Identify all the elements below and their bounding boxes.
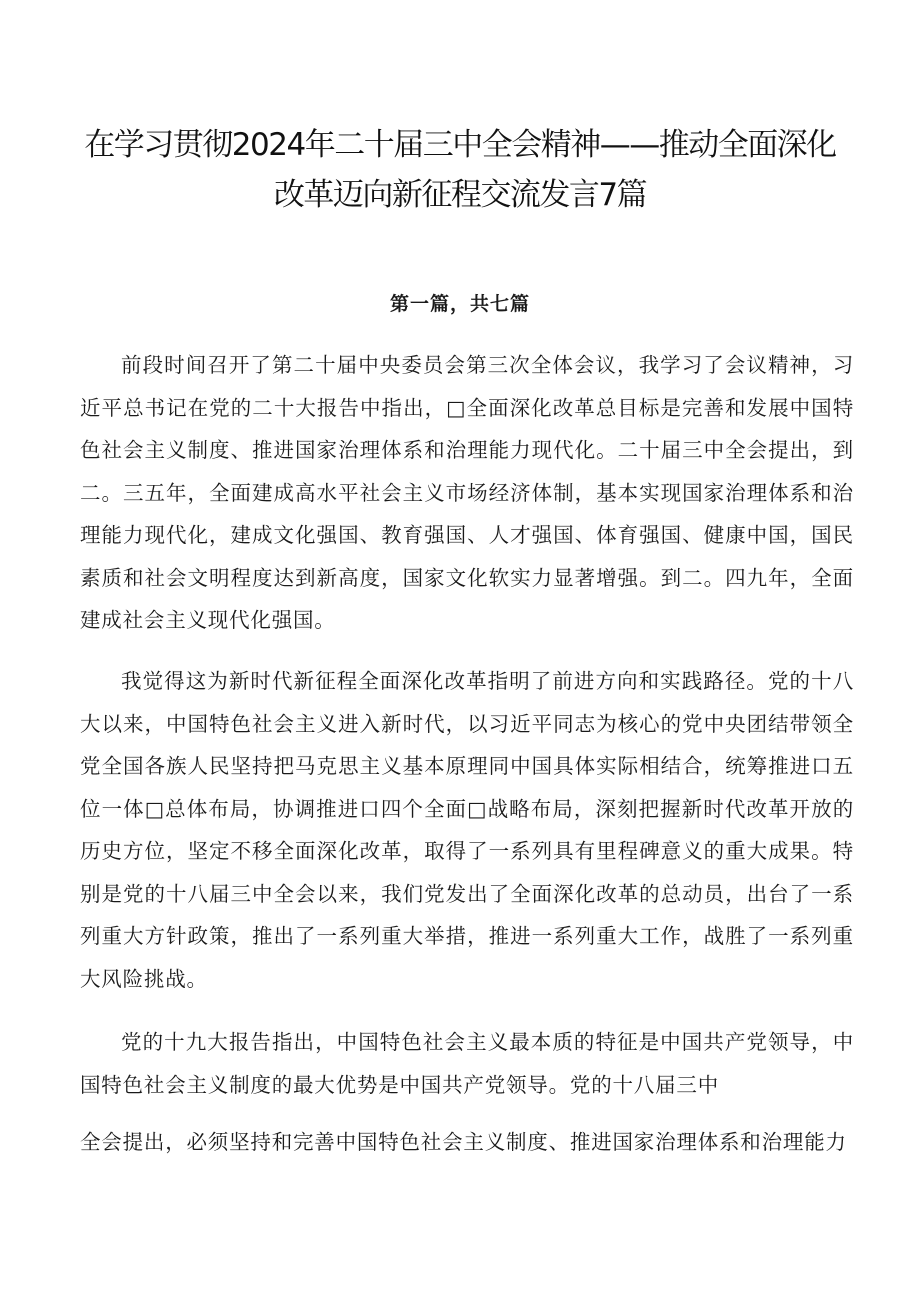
document-title: 在学习贯彻2024年二十届三中全会精神——推动全面深化改革迈向新征程交流发言7篇 (84, 127, 836, 213)
section-heading: 第一篇，共七篇 (389, 293, 530, 315)
paragraph-3: 党的十九大报告指出，中国特色社会主义最本质的特征是中国共产党领导，中国特色社会主义制度的最大优势是中国共产党领导。党的十八届三中 (80, 1030, 854, 1097)
paragraph-2: 我觉得这为新时代新征程全面深化改革指明了前进方向和实践路径。党的十八大以来，中国特色社会主义进入新时代，以习近平同志为核心的党中央团结带领全党全国各族人民坚持把马克思主义基本原理同中国具体实际相结合，统筹推进口五位一体□总体布局，协调推进口四个全面□战略布局，深刻把握新时代改革开放的历史方位，坚定不移全面深化改革，取得了一系列具有里程碑意义的重大成果。特别是党的十八届三中全会以来，我们党发出了全面深化改革的总动员，出台了一系列重大方针政策，推出了一系列重大举措，推进一系列重大工作，战胜了一系列重大风险挑战。 (80, 669, 854, 991)
paragraph-1: 前段时间召开了第二十届中央委员会第三次全体会议，我学习了会议精神，习近平总书记在党的二十大报告中指出，□全面深化改革总目标是完善和发展中国特色社会主义制度、推进国家治理体系和治理能力现代化。二十届三中全会提出，到二。三五年，全面建成高水平社会主义市场经济体制，基本实现国家治理体系和治理能力现代化，建成文化强国、教育强国、人才强国、体育强国、健康中国，国民素质和社会文明程度达到新高度，国家文化软实力显著增强。到二。四九年，全面建成社会主义现代化强国。 (80, 353, 854, 632)
paragraph-4: 全会提出，必须坚持和完善中国特色社会主义制度、推进国家治理体系和治理能力 (80, 1130, 847, 1154)
